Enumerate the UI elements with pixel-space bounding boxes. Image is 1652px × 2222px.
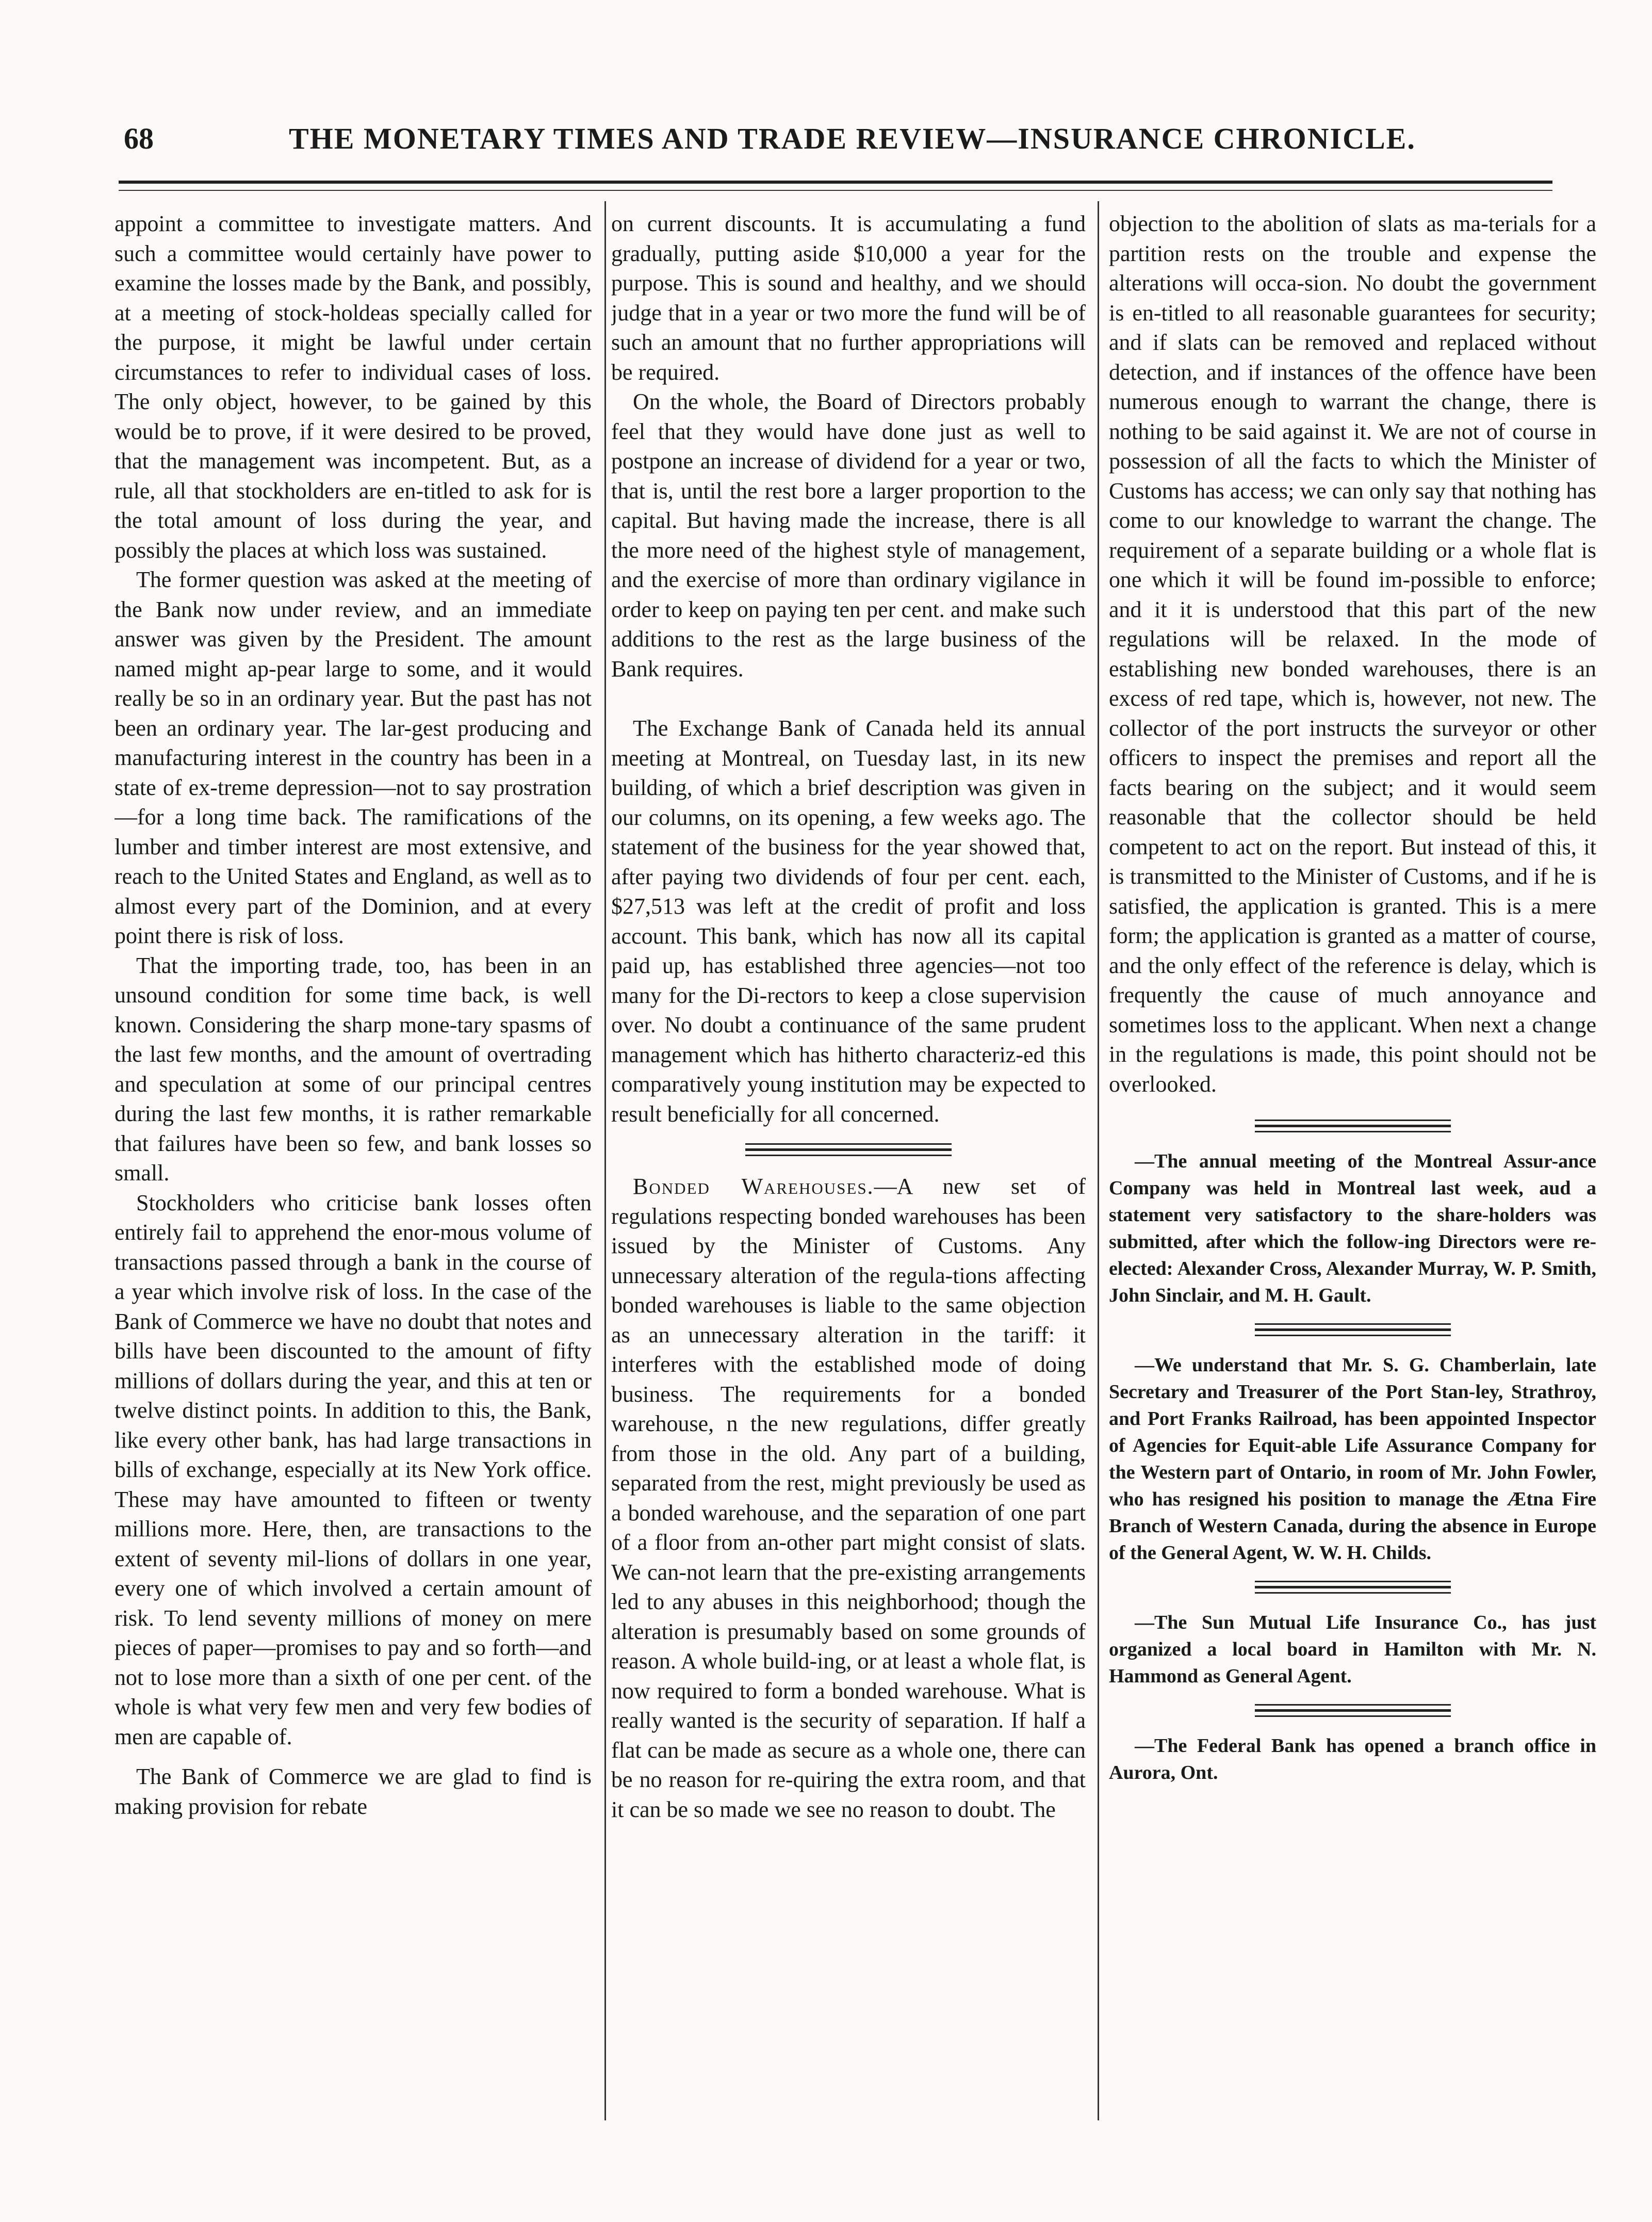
header-rule-thick [119, 181, 1552, 184]
column-rule-1 [604, 201, 606, 2120]
bonded-warehouses-heading: Bonded Warehouses. [633, 1174, 874, 1199]
article-paragraph: The Bank of Commerce we are glad to find is making provision for rebate [115, 1764, 592, 1819]
news-note: —The annual meeting of the Montreal Assur-ance Company was held in Montreal last week, aud a statement very satisfactory to the share-holders was submitted, after which the follow-ing Directors were re-elected: Alexander Cross, Alexander Murray, W. P. Smith, John Sinclair, and M. H. Gault. [1109, 1150, 1596, 1306]
exchange-bank-paragraph: The Exchange Bank of Canada held its annual meeting at Montreal, on Tuesday last, in its new building, of which a brief description was given in our columns, on its opening, a few weeks ago. The statement of the business for the year showed that, after paying two dividends of four per cent. each, $27,513 was left at the credit of profit and loss account. This bank, which has now all its capital paid up, has established three agencies—not too many for the Di-rectors to keep a close supervision over. No doubt a continuance of the same prudent management which has hitherto characteriz-ed this comparatively young institution may be expected to result beneficially for all concerned. [611, 716, 1086, 1127]
column-1 [115, 209, 592, 2195]
article-paragraph: That the importing trade, too, has been in an unsound condition for some time back, is well known. Considering the sharp mone-tary spasms of the last few months, and the amount of overtrading and speculation at some of our principal centres during the last few months, it is rather remarkable that failures have been so few, and bank losses so small. [115, 952, 592, 1186]
bonded-warehouses-paragraph [611, 1172, 1086, 1824]
column-3 [1109, 209, 1596, 2195]
section-separator [1255, 1120, 1451, 1132]
section-separator [1255, 1581, 1451, 1594]
article-paragraph: Stockholders who criticise bank losses often entirely fail to apprehend the enor-mous volume of transactions passed through a bank in the course of a year which involve risk of loss. In the case of the Bank of Commerce we have no doubt that notes and bills have been discounted to the amount of fifty millions of dollars during the year, and this at ten or twelve distinct points. In addition to this, the Bank, like every other bank, has had large transactions in bills of exchange, especially at its New York office. These may have amounted to fifteen or twenty millions more. Here, then, are transactions to the extent of seventy mil-lions of dollars in one year, every one of which involved a certain amount of risk. To lend seventy millions of money on mere pieces of paper—promises to pay and so forth—and not to lose more than a sixth of one per cent. of the whole is what very few men and very few bodies of men are capable of. [115, 1190, 592, 1749]
article-paragraph: On the whole, the Board of Directors probably feel that they would have done just as well to postpone an increase of dividend for a year or two, that is, until the rest bore a larger proportion to the capital. But having made the increase, there is all the more need of the highest style of management, and the exercise of more than ordinary vigilance in order to keep on paying ten per cent. and make such additions to the rest as the large business of the Bank requires. [611, 389, 1086, 682]
article-paragraph: objection to the abolition of slats as ma-terials for a partition rests on the trouble and expense the alterations will occa-sion. No doubt the government is en-titled to all reasonable guarantees for security; and if slats can be removed and replaced without detection, and if instances of the offence have been numerous enough to warrant the change, there is nothing to be said against it. We are not of course in possession of all the facts to which the Minister of Customs has access; we can only say that nothing has come to our knowledge to warrant the change. The requirement of a separate building or a whole flat is one which it will be found im-possible to enforce; and it it is understood that this part of the new regulations will be relaxed. In the mode of establishing new bonded warehouses, there is an excess of red tape, which is, however, not new. The collector of the port instructs the surveyor or other officers to inspect the premises and report all the facts bearing on the subject; and it would seem reasonable that the collector should be held competent to act on the report. But instead of this, it is transmitted to the Minister of Customs, and if he is satisfied, the application is granted. This is a mere form; the application is granted as a matter of course, and the only effect of the reference is delay, which is frequently the cause of much annoyance and sometimes loss to the applicant. When next a change in the regulations is made, this point should not be overlooked. [1109, 211, 1596, 1097]
section-separator [1255, 1323, 1451, 1336]
article-paragraph: on current discounts. It is accumulating a fund gradually, putting aside $10,000 a year for the purpose. This is sound and healthy, and we should judge that in a year or two more the fund will be of such an amount that no further appropriations will be required. [611, 211, 1086, 385]
article-paragraph: appoint a committee to investigate matters. And such a committee would certainly have power to examine the losses made by the Bank, and possibly, at a meeting of stock-holdeas specially called for the purpose, it might be lawful under certain circumstances to refer to individual cases of loss. The only object, however, to be gained by this would be to prove, if it were desired to be proved, that the management was incompetent. But, as a rule, all that stockholders are en-titled to ask for is the total amount of loss during the year, and possibly the places at which loss was sustained. [115, 211, 592, 563]
news-note: —We understand that Mr. S. G. Chamberlain, late Secretary and Treasurer of the Port Stan-ley, Strathroy, and Port Franks Railroad, has been appointed Inspector of Agencies for Equit-able Life Assurance Company for the Western part of Ontario, in room of Mr. John Fowler, who has resigned his position to manage the Ætna Fire Branch of Western Canada, during the absence in Europe of the General Agent, W. W. H. Childs. [1109, 1354, 1596, 1564]
page-number: 68 [124, 122, 154, 155]
section-separator [1255, 1704, 1451, 1717]
column-2 [611, 209, 1086, 2195]
bonded-warehouses-text: —A new set of regulations respecting bonded warehouses has been issued by the Minister of Customs. Any unnecessary alteration of the regula-tions affecting bonded warehouses is liable to the same objection as an unnecessary alteration in the tariff: it interferes with the established mode of doing business. The requirements for a bonded warehouse, n the new regulations, differ greatly from those in the old. Any part of a building, separated from the rest, might previously be used as a bonded warehouse, and the separation of one part of a floor from an-other part might consist of slats. We can-not learn that the pre-existing arrangements led to any abuses in this neighborhood; though the alteration is presumably based on some grounds of reason. A whole build-ing, or at least a whole flat, is now required to form a bonded warehouse. What is really wanted is the security of separation. If half a flat can be made as secure as a whole one, there can be no reason for re-quiring the extra room, and that it can be so made we see no reason to doubt. The [611, 1174, 1086, 1822]
news-note: —The Sun Mutual Life Insurance Co., has just organized a local board in Hamilton with Mr. N. Hammond as General Agent. [1109, 1612, 1596, 1687]
running-head: THE MONETARY TIMES AND TRADE REVIEW—INSURANCE CHRONICLE. [289, 122, 1416, 155]
column-rule-2 [1098, 201, 1099, 2120]
section-separator [745, 1143, 952, 1156]
header-rule-thin [119, 190, 1552, 191]
news-notes [1109, 1120, 1596, 1786]
news-note: —The Federal Bank has opened a branch office in Aurora, Ont. [1109, 1735, 1596, 1783]
article-paragraph: The former question was asked at the meeting of the Bank now under review, and an immediate answer was given by the President. The amount named might ap-pear large to some, and it would really be so in an ordinary year. But the past has not been an ordinary year. The lar-gest producing and manufacturing interest in the country has been in a state of ex-treme depression—not to say prostration—for a long time back. The ramifications of the lumber and timber interest are most extensive, and reach to the United States and England, as well as to almost every part of the Dominion, and at every point there is risk of loss. [115, 567, 592, 948]
